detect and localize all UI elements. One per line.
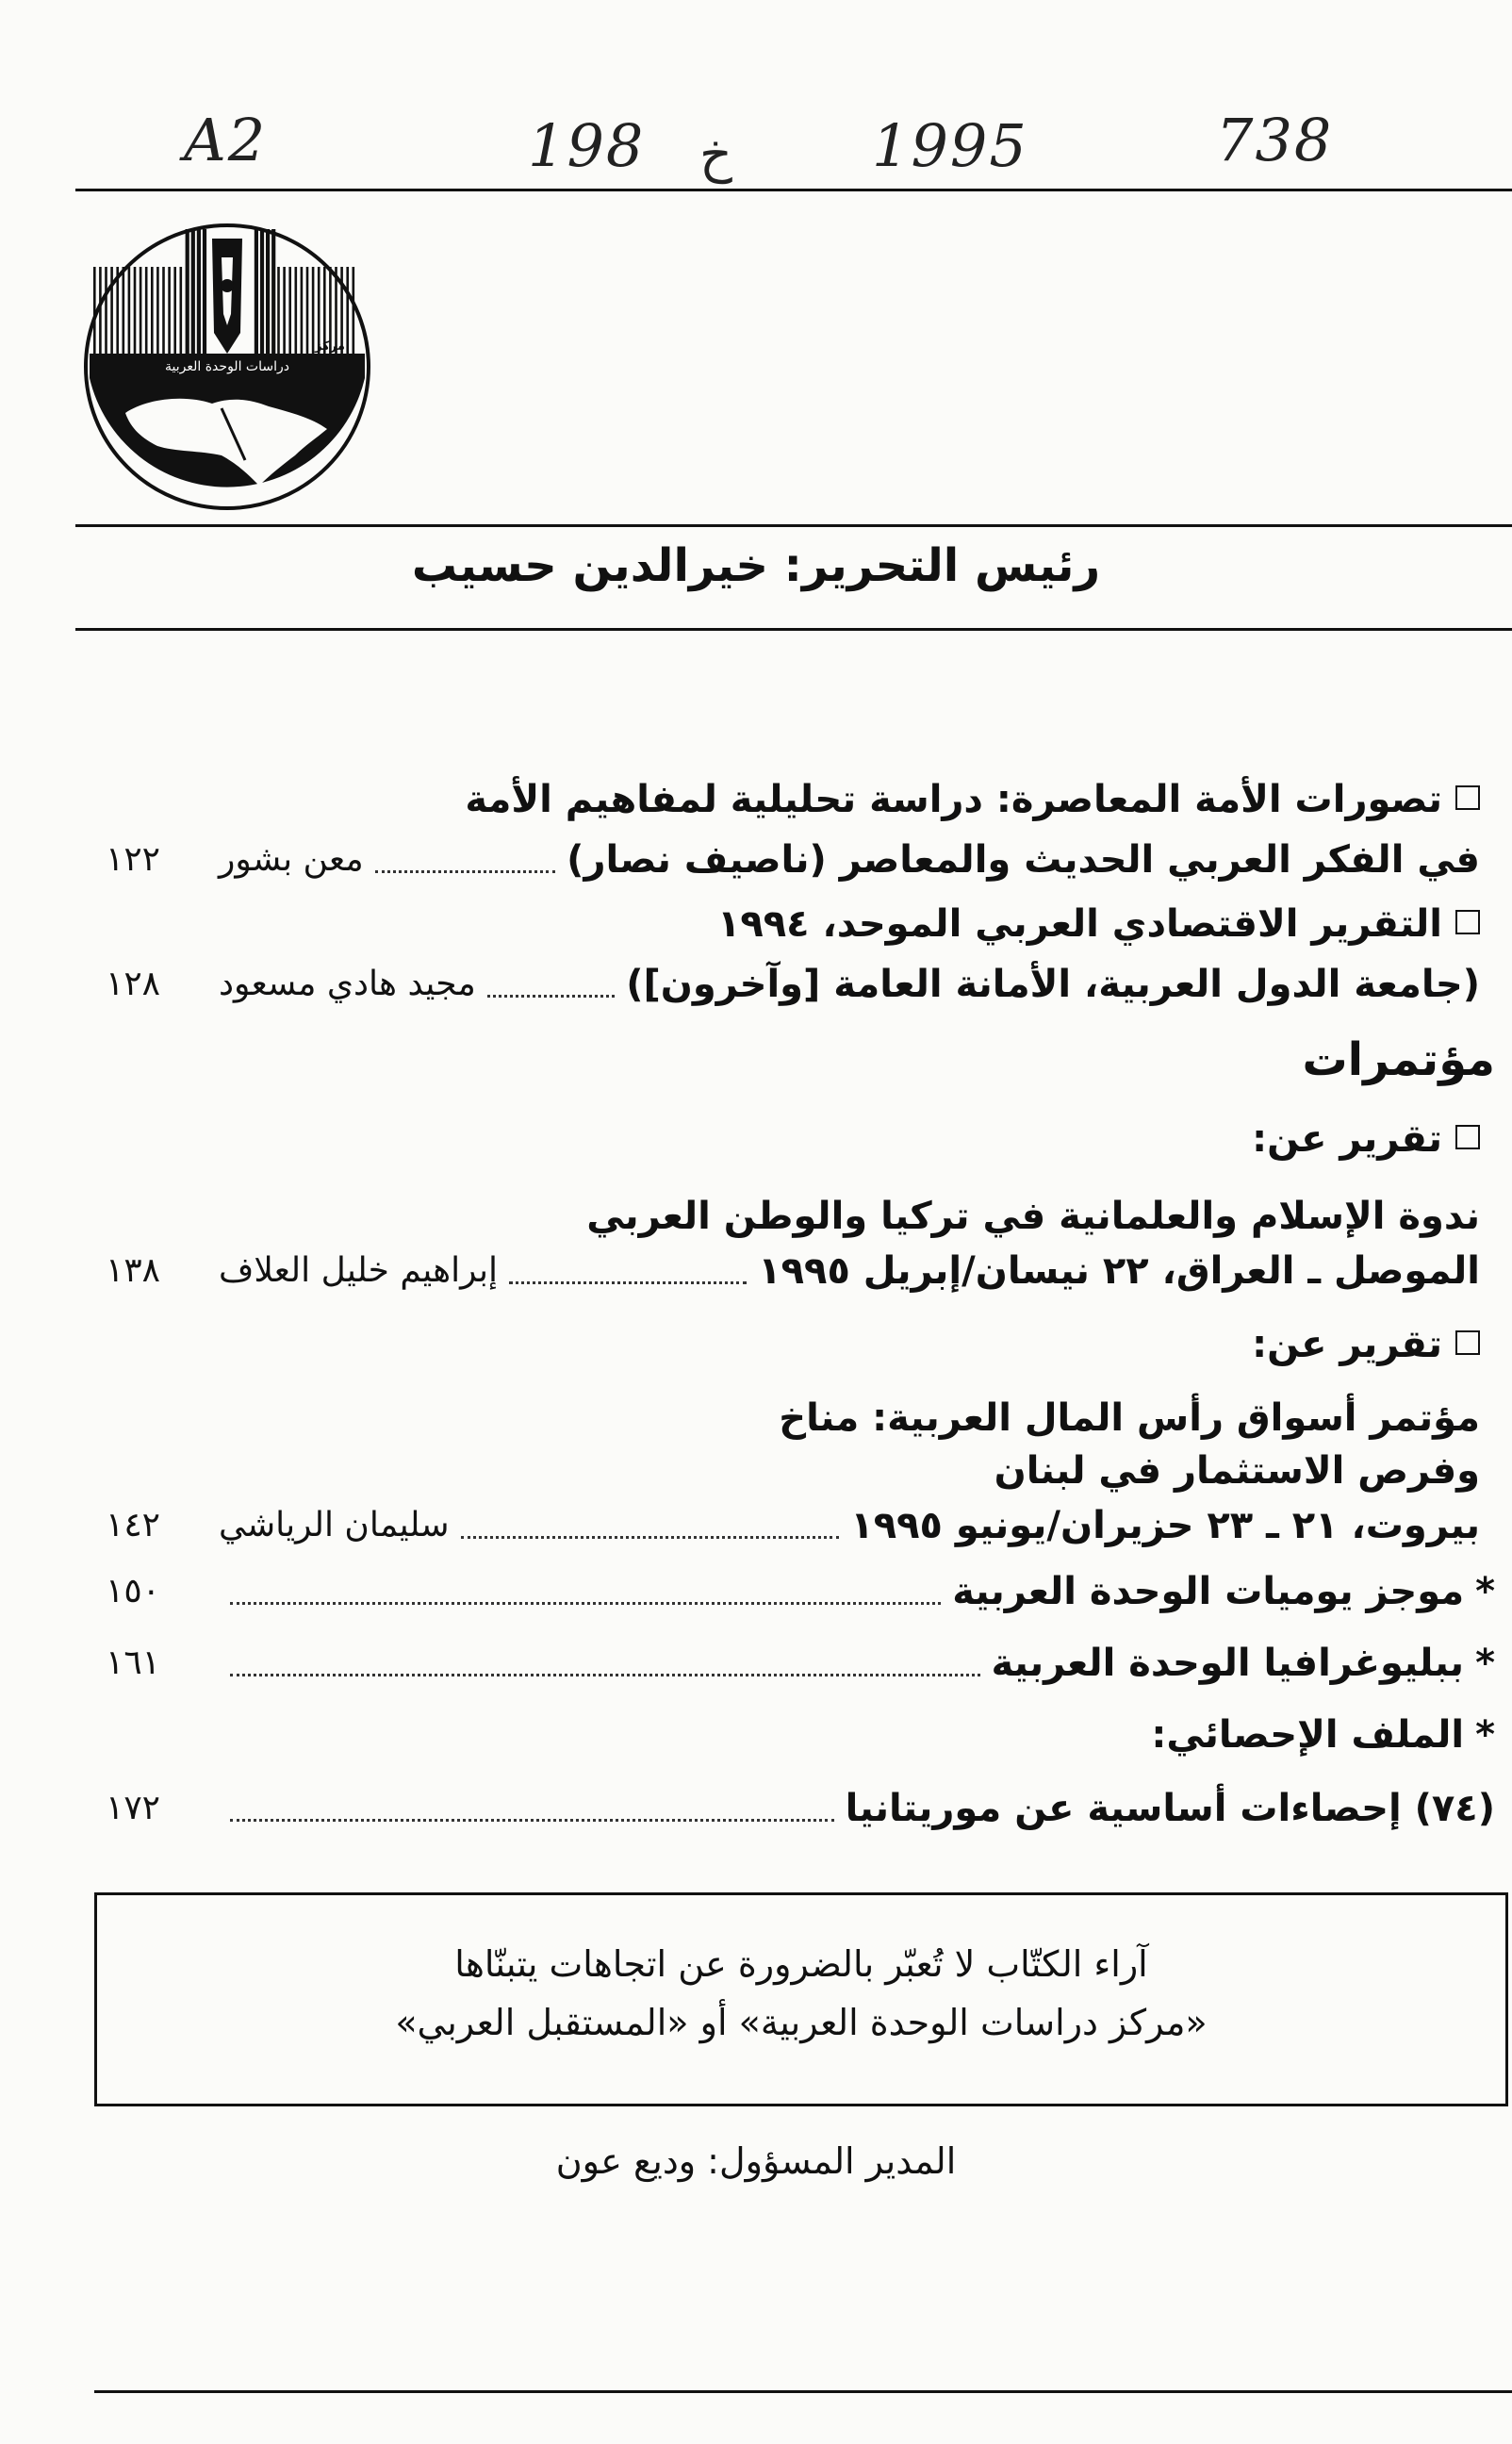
toc-entry-1[interactable]: [106, 834, 1480, 886]
starred-item-2-page: ١٦١: [106, 1643, 161, 1682]
leader-dots: [230, 1819, 834, 1822]
stats-item-title: (٧٤) إحصاءات أساسية عن موريتانيا: [845, 1787, 1495, 1830]
disclaimer-line-1: آراء الكتّاب لا تُعبّر بالضرورة عن اتجاهات يتبنّاها: [454, 1943, 1148, 1985]
disclaimer-box: [94, 1892, 1508, 2106]
leader-dots: [509, 1281, 747, 1284]
report-2-author: سليمان الرياشي: [219, 1506, 450, 1544]
handwritten-number-738: 738: [1216, 106, 1334, 174]
starred-item-1-page: ١٥٠: [106, 1572, 161, 1610]
report-1-line-2: الموصل ـ العراق، ٢٢ نيسان/إبريل ١٩٩٥: [758, 1249, 1480, 1293]
report-2-line-2: وفرص الاستثمار في لبنان: [994, 1449, 1480, 1493]
toc-entry-2-page: ١٢٨: [106, 965, 161, 1003]
handwritten-letter: خ: [699, 124, 732, 184]
starred-item-1[interactable]: [106, 1565, 1495, 1618]
report-1-author: إبراهيم خليل العلاف: [219, 1251, 499, 1290]
section-heading-conferences: مؤتمرات: [1302, 1033, 1495, 1086]
starred-item-2[interactable]: [106, 1637, 1495, 1690]
barcode-stripe: [255, 229, 258, 361]
toc-entry-1-line-1: تصورات الأمة المعاصرة: دراسة تحليلية لمفاهيم الأمة: [465, 773, 1480, 826]
checkbox-icon: [1455, 1330, 1480, 1355]
editor-in-chief: رئيس التحرير: خيرالدين حسيب: [411, 539, 1101, 592]
star-icon: *: [1475, 1713, 1495, 1757]
title-rule-bottom: [75, 628, 1512, 631]
starred-item-3: [1151, 1709, 1495, 1761]
logo-top-text: مركز: [315, 339, 345, 354]
starred-item-3-title: الملف الإحصائي:: [1151, 1713, 1465, 1757]
report-2-entry[interactable]: [106, 1499, 1480, 1552]
starred-item-2-title: ببليوغرافيا الوحدة العربية: [991, 1642, 1465, 1685]
report-2-line-3: بيروت، ٢١ ـ ٢٣ حزيران/يونيو ١٩٩٥: [850, 1504, 1480, 1547]
checkbox-icon: [1455, 785, 1480, 810]
leader-dots: [230, 1602, 941, 1605]
toc-entry-2-author: مجيد هادي مسعود: [219, 965, 476, 1003]
stats-item-page: ١٧٢: [106, 1789, 161, 1827]
toc-entry-2-line-2: (جامعة الدول العربية، الأمانة العامة [وآخرون]): [626, 963, 1480, 1006]
barcode-stripe: [271, 229, 275, 361]
report-1-entry[interactable]: [106, 1245, 1480, 1297]
report-2-page: ١٤٢: [106, 1506, 161, 1544]
barcode-stripe: [186, 229, 189, 361]
toc-entry-2-line-1: التقرير الاقتصادي العربي الموحد، ١٩٩٤: [717, 898, 1480, 950]
starred-item-1-title: موجز يوميات الوحدة العربية: [952, 1570, 1465, 1613]
toc-entry-1-page: ١٢٢: [106, 840, 161, 879]
title-rule-top: [75, 524, 1512, 527]
report-2-line-1: مؤتمر أسواق رأس المال العربية: مناخ: [779, 1396, 1480, 1440]
star-icon: *: [1475, 1642, 1495, 1685]
handwritten-number-198: 198: [528, 111, 646, 180]
star-icon: *: [1475, 1570, 1495, 1613]
barcode-stripe: [191, 229, 195, 361]
stats-item[interactable]: [106, 1782, 1495, 1835]
leader-dots: [375, 870, 556, 873]
report-1-line-1: ندوة الإسلام والعلمانية في تركيا والوطن العربي: [586, 1195, 1480, 1238]
barcode-stripe: [266, 229, 270, 361]
checkbox-icon: [1455, 1125, 1480, 1149]
report-2-label: تقرير عن:: [1252, 1318, 1480, 1371]
barcode-stripe: [260, 229, 264, 361]
managing-director: المدير المسؤول: وديع عون: [555, 2140, 957, 2182]
bottom-rule: [94, 2390, 1512, 2393]
barcode-stripe: [197, 229, 201, 361]
toc-entry-1-author: معن بشور: [219, 840, 364, 879]
report-1-label: تقرير عن:: [1252, 1113, 1480, 1165]
report-1-page: ١٣٨: [106, 1251, 161, 1290]
top-rule: [75, 189, 1512, 191]
disclaimer-line-2: «مركز دراسات الوحدة العربية» أو «المستقبل العربي»: [395, 2002, 1208, 2043]
toc-entry-1-line-2: في الفكر العربي الحديث والمعاصر (ناصيف نصار): [567, 838, 1480, 882]
handwritten-code-a2: A2: [184, 106, 268, 174]
checkbox-icon: [1455, 910, 1480, 934]
barcode-stripe: [203, 229, 206, 361]
handwritten-year: 1995: [872, 111, 1028, 180]
leader-dots: [230, 1674, 980, 1676]
leader-dots: [461, 1536, 840, 1539]
logo-band-text: دراسات الوحدة العربية: [165, 359, 289, 374]
toc-entry-2[interactable]: [106, 958, 1480, 1011]
leader-dots: [487, 995, 615, 998]
center-logo-icon: [80, 220, 374, 514]
